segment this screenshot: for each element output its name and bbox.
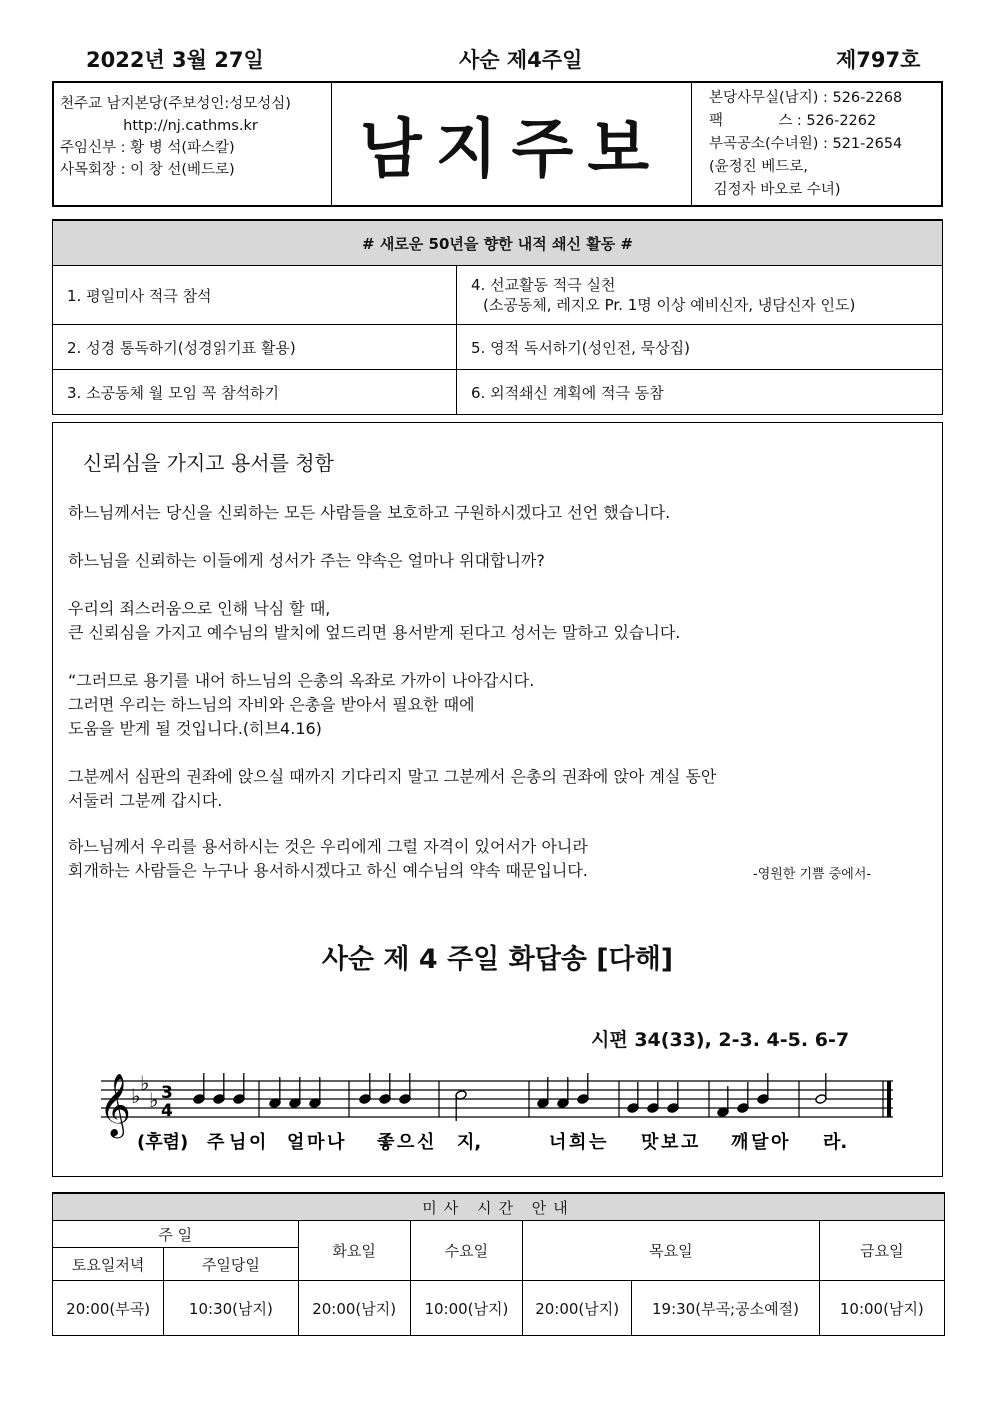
article-source: -영원한 기쁨 중에서- [753,867,872,882]
paragraph-5 [68,765,716,813]
lyric-syllable: 마 [307,1132,325,1153]
masthead [52,81,943,207]
psalm-title: 사순 제 4 주일 화답송 [다해] [321,944,674,975]
sunday-day-header: 주일당일 [164,1248,298,1281]
paragraph-4-line-2: 그러면 우리는 하느님의 자비와 은총을 받아서 필요한 때에 [68,695,475,714]
flat-1-icon: ♭ [131,1084,141,1108]
lyric-syllable: 얼 [287,1132,305,1153]
fax-number: 팩 스 : 526-2262 [709,113,877,129]
issue-number: 제797호 [836,48,921,72]
lyric-syllable: 나 [327,1132,345,1153]
liturgical-week: 사순 제4주일 [459,48,583,72]
nuns-line-2: 김정자 바오로 수녀) [709,182,841,198]
lyric-syllable: 으 [397,1132,415,1153]
lyric-syllable: 좋 [377,1132,395,1153]
time-thursday-2: 19:30(부곡;공소예절) [632,1281,819,1336]
lyric-syllable: 주 [207,1132,225,1153]
council-president: 사목회장 : 이 창 선(베드로) [60,162,235,178]
paragraph-5-line-2: 서둘러 그분께 갑시다. [68,791,223,810]
lyric-syllable: 라. [823,1132,848,1153]
notes [193,1073,827,1121]
mass-schedule-table [52,1192,945,1336]
issue-date: 2022년 3월 27일 [86,48,264,72]
pastor: 주임신부 : 황 병 석(파스칼) [60,140,235,156]
paragraph-3 [68,597,680,645]
wednesday-header: 수요일 [410,1221,522,1281]
renewal-heading: # 새로운 50년을 향한 내적 쇄신 활동 # [53,220,943,266]
mass-schedule-heading: 미사 시간 안내 [53,1193,945,1221]
article-box [52,422,943,1177]
music-score [87,1063,907,1153]
lyric-syllable: 맛 [641,1132,659,1153]
paragraph-4-line-1: “그러므로 용기를 내어 하느님의 은총의 옥좌로 가까이 나아갑시다. [68,671,535,690]
time-saturday-evening: 20:00(부곡) [53,1281,164,1336]
convent-phone: 부곡공소(수녀원) : 521-2654 [709,136,903,152]
paragraph-1: 하느님께서는 당신을 신뢰하는 모든 사람들을 보호하고 구원하시겠다고 선언 했습니다. [68,503,671,522]
time-thursday-1: 20:00(남지) [523,1281,632,1336]
parish-name: 천주교 남지본당(주보성인:성모성심) [60,96,291,112]
article-title: 신뢰심을 가지고 용서를 청함 [83,451,334,475]
parish-url[interactable]: http://nj.cathms.kr [123,118,258,134]
flat-2-icon: ♭ [140,1071,150,1095]
renewal-item-2: 2. 성경 통독하기(성경읽기표 활용) [53,325,457,370]
contact-info [692,83,943,205]
renewal-item-3: 3. 소공동체 월 모임 꼭 참석하기 [53,370,457,415]
lyric-syllable: 보 [661,1132,679,1153]
saturday-evening-header: 토요일저녁 [53,1248,164,1281]
paragraph-6-line-2: 회개하는 사람들은 누구나 용서하시겠다고 하신 예수님의 약속 때문입니다. [68,861,588,880]
bulletin-title-box [332,83,692,205]
lyric-syllable: 깨 [731,1132,749,1153]
renewal-item-4-line1: 4. 선교활동 적극 실천 [471,276,616,294]
flat-3-icon: ♭ [149,1088,159,1112]
lyric-syllable: 는 [589,1132,607,1153]
lyrics [207,1131,847,1153]
lyric-syllable: 달 [751,1132,769,1153]
psalm-reference: 시편 34(33), 2-3. 4-5. 6-7 [591,1029,850,1051]
paragraph-5-line-1: 그분께서 심판의 권좌에 앉으실 때까지 기다리지 말고 그분께서 은총의 권좌에 앉아 계실 동안 [68,767,717,786]
lyric-syllable: 너 [549,1132,567,1153]
time-friday: 10:00(남지) [819,1281,944,1336]
nuns-line-1: (윤정진 베드로, [709,159,808,175]
renewal-item-5: 5. 영적 독서하기(성인전, 묵상집) [457,325,943,370]
time-sig-bottom: 4 [161,1101,173,1121]
treble-clef-icon: 𝄞 [99,1073,131,1136]
paragraph-3-line-2: 큰 신뢰심을 가지고 예수님의 발치에 엎드리면 용서받게 된다고 성서는 말하고 있습니다. [68,623,681,642]
lyric-syllable: 님 [229,1132,247,1153]
renewal-item-1: 1. 평일미사 적극 참석 [53,266,457,325]
renewal-item-4-line2: (소공동체, 레지오 Pr. 1명 이상 예비신자, 냉담신자 인도) [483,296,856,314]
paragraph-2: 하느님을 신뢰하는 이들에게 성서가 주는 약속은 얼마나 위대합니까? [68,551,545,570]
parish-info [54,83,332,205]
lyric-syllable: 이 [249,1132,267,1153]
paragraph-4-line-3: 도움을 받게 될 것입니다.(히브4.16) [68,719,322,738]
tuesday-header: 화요일 [298,1221,410,1281]
bulletin-title: 남지주보 [359,112,664,187]
friday-header: 금요일 [819,1221,944,1281]
lyric-syllable: 신 [417,1132,435,1153]
lyric-syllable: 아 [771,1132,789,1153]
paragraph-6-line-1: 하느님께서 우리를 용서하시는 것은 우리에게 그럴 자격이 있어서가 아니라 [68,837,588,856]
lyric-syllable: 희 [569,1132,587,1153]
renewal-item-6: 6. 외적쇄신 계획에 적극 동참 [457,370,943,415]
paragraph-3-line-1: 우리의 죄스러움으로 인해 낙심 할 때, [68,599,331,618]
thursday-header: 목요일 [523,1221,820,1281]
paragraph-4 [68,669,534,741]
time-sig-top: 3 [161,1083,173,1103]
lyric-syllable: 고 [681,1132,699,1153]
office-phone: 본당사무실(남지) : 526-2268 [709,90,903,106]
lyric-syllable: 지, [457,1132,482,1153]
refrain-label: (후렴) [137,1132,189,1153]
paragraph-6 [68,835,588,883]
time-tuesday: 20:00(남지) [298,1281,410,1336]
renewal-item-4 [457,266,943,325]
time-sunday: 10:30(남지) [164,1281,298,1336]
time-wednesday: 10:00(남지) [410,1281,522,1336]
sunday-header: 주 일 [53,1221,299,1248]
renewal-table [52,219,943,415]
